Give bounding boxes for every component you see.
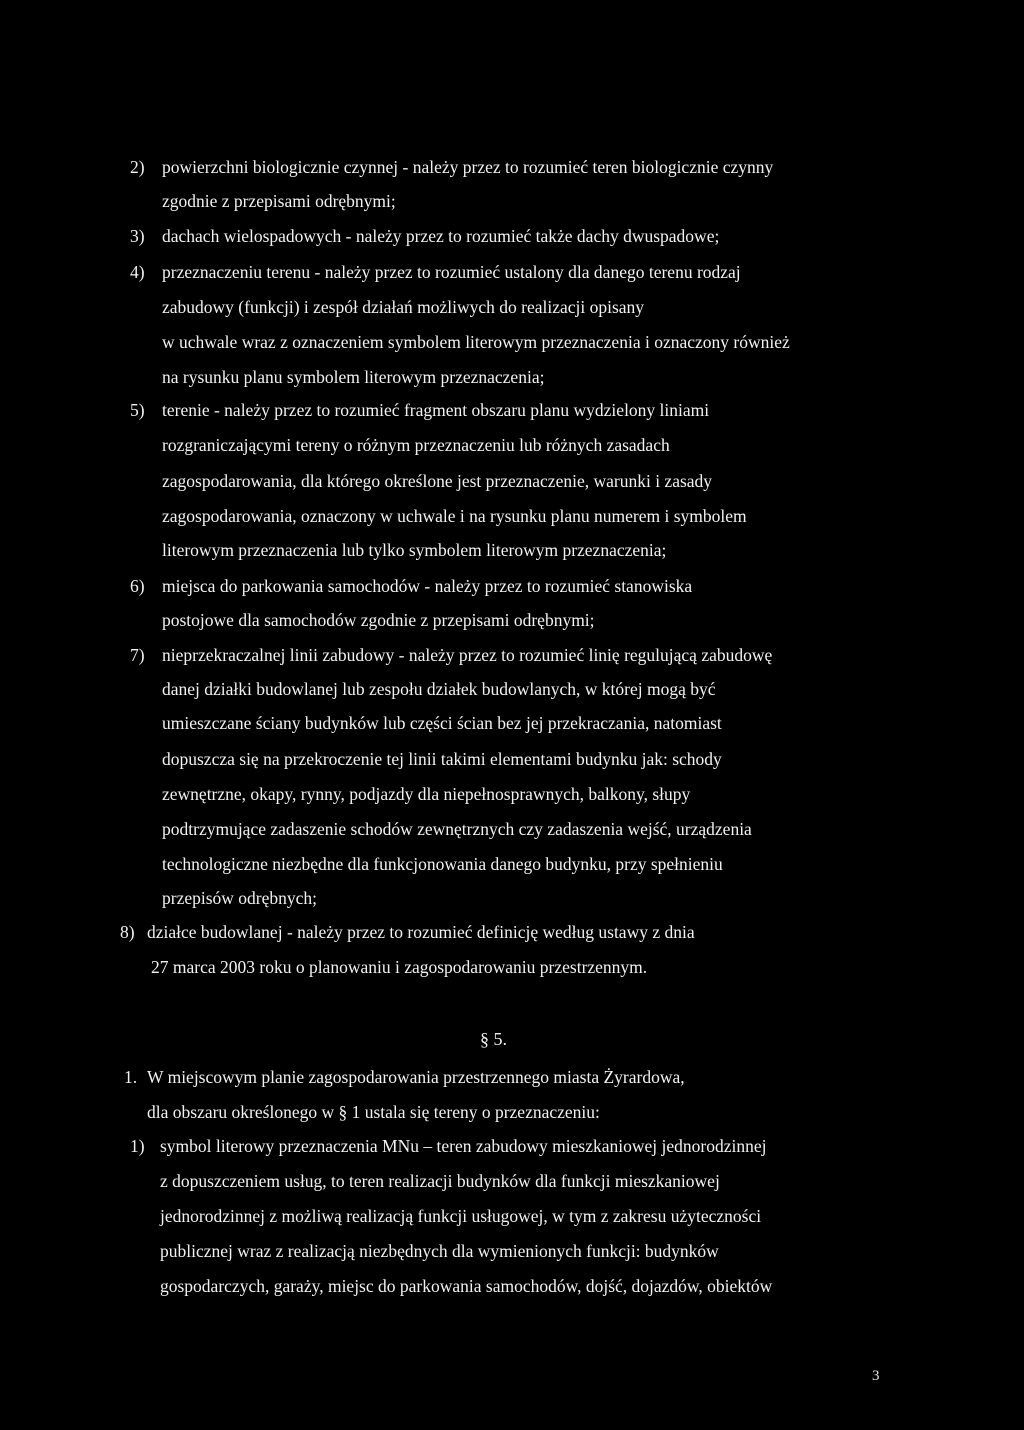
text-line: terenie - należy przez to rozumieć fragment obszaru planu wydzielony liniami [162,400,710,420]
text-line: symbol literowy przeznaczenia MNu – teren zabudowy mieszkaniowej jednorodzinnej [160,1136,767,1156]
list-number: 3) [130,226,145,246]
text-line: literowym przeznaczenia lub tylko symbolem literowym przeznaczenia; [162,540,667,560]
text-line: przeznaczeniu terenu - należy przez to rozumieć ustalony dla danego terenu rodzaj [162,262,741,282]
text-line: danej działki budowlanej lub zespołu działek budowlanych, w której mogą być [162,679,716,699]
page-number: 3 [872,1368,880,1384]
text-line: z dopuszczeniem usług, to teren realizacji budynków dla funkcji mieszkaniowej [160,1171,720,1191]
text-line: miejsca do parkowania samochodów - należy przez to rozumieć stanowiska [162,576,693,596]
text-line: umieszczane ściany budynków lub części ścian bez jej przekraczania, natomiast [162,713,722,733]
text-line: działce budowlanej - należy przez to rozumieć definicję według ustawy z dnia [147,922,695,942]
text-line: zagospodarowania, oznaczony w uchwale i na rysunku planu numerem i symbolem [162,506,747,526]
text-line: postojowe dla samochodów zgodnie z przepisami odrębnymi; [162,610,595,630]
text-line: gospodarczych, garaży, miejsc do parkowania samochodów, dojść, dojazdów, obiektów [160,1276,773,1296]
text-line: technologiczne niezbędne dla funkcjonowania danego budynku, przy spełnieniu [162,854,723,874]
list-number: 8) [120,922,135,942]
list-number: 6) [130,576,145,596]
text-line: dachach wielospadowych - należy przez to rozumieć także dachy dwuspadowe; [162,226,720,246]
list-number: 2) [130,157,145,177]
text-line: zgodnie z przepisami odrębnymi; [162,191,396,211]
text-line: zagospodarowania, dla którego określone jest przeznaczenie, warunki i zasady [162,471,713,491]
text-line: dopuszcza się na przekroczenie tej linii takimi elementami budynku jak: schody [162,749,722,769]
list-number: 5) [130,400,145,420]
text-line: jednorodzinnej z możliwą realizacją funkcji usługowej, w tym z zakresu użyteczności [160,1206,762,1226]
text-line: w uchwale wraz z oznaczeniem symbolem literowym przeznaczenia i oznaczony również [162,332,790,352]
text-line: zewnętrzne, okapy, rynny, podjazdy dla niepełnosprawnych, balkony, słupy [162,784,691,804]
text-line: rozgraniczającymi tereny o różnym przeznaczeniu lub różnych zasadach [162,435,670,455]
text-line: podtrzymujące zadaszenie schodów zewnętrznych czy zadaszenia wejść, urządzenia [162,819,752,839]
text-line: na rysunku planu symbolem literowym przeznaczenia; [162,367,545,387]
text-line: dla obszaru określonego w § 1 ustala się tereny o przeznaczeniu: [147,1102,600,1122]
list-number: 1) [130,1136,145,1156]
paragraph-number: 1. [124,1067,138,1087]
text-line: W miejscowym planie zagospodarowania przestrzennego miasta Żyrardowa, [147,1067,685,1087]
list-number: 4) [130,262,145,282]
text-line: powierzchni biologicznie czynnej - należy przez to rozumieć teren biologicznie czynny [162,157,774,177]
text-line: publicznej wraz z realizacją niezbędnych dla wymienionych funkcji: budynków [160,1241,719,1261]
text-line: 27 marca 2003 roku o planowaniu i zagospodarowaniu przestrzennym. [151,957,648,977]
list-number: 7) [130,645,145,665]
text-line: przepisów odrębnych; [162,888,318,908]
section-title: § 5. [480,1029,507,1049]
text-line: nieprzekraczalnej linii zabudowy - należy przez to rozumieć linię regulującą zabudowę [162,645,773,665]
text-line: zabudowy (funkcji) i zespół działań możliwych do realizacji opisany [162,297,645,317]
